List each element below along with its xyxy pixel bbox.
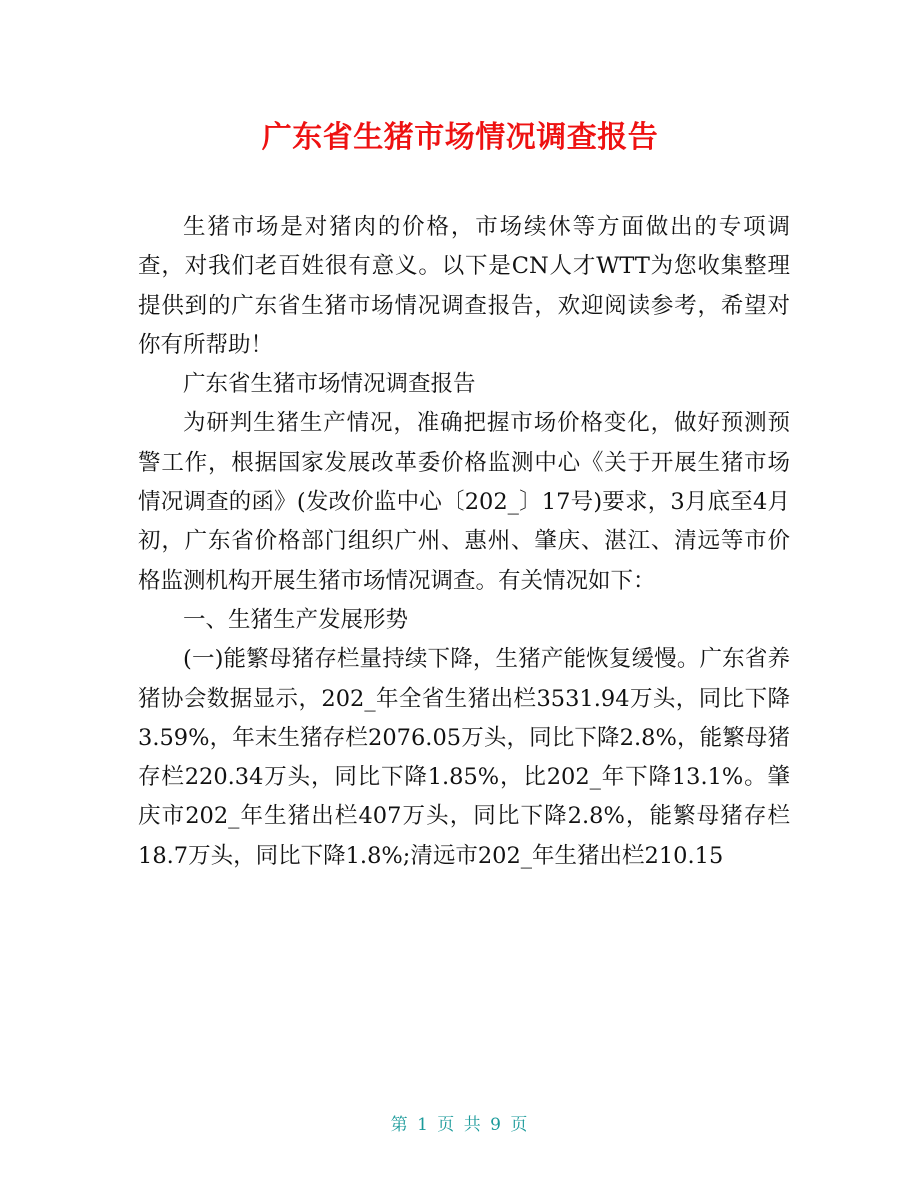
intro-paragraph: 生猪市场是对猪肉的价格，市场续休等方面做出的专项调查，对我们老百姓很有意义。以下是CN人才WTT为您收集整理提供到的广东省生猪市场情况调查报告，欢迎阅读参考，希望对你有所帮助！ xyxy=(138,214,790,358)
subtitle-paragraph: 广东省生猪市场情况调查报告 xyxy=(183,371,476,398)
document-body xyxy=(138,208,790,876)
background-paragraph: 为研判生猪生产情况，准确把握市场价格变化，做好预测预警工作，根据国家发展改革委价格监测中心《关于开展生猪市场情况调查的函》(发改价监中心〔202_〕17号)要求，3月底至4月初，广东省价格部门组织广州、惠州、肇庆、湛江、清远等市价格监测机构开展生猪市场情况调查。有关情况如下： xyxy=(138,410,790,594)
section-1-paragraph: (一)能繁母猪存栏量持续下降，生猪产能恢复缓慢。广东省养猪协会数据显示，202_年全省生猪出栏3531.94万头，同比下降3.59%，年末生猪存栏2076.05万头，同比下降2.8%，能繁母猪存栏220.34万头，同比下降1.85%，比202_年下降13.1%。肇庆市202_年生猪出栏407万头，同比下降2.8%，能繁母猪存栏18.7万头，同比下降1.8%;清远市202_年生猪出栏210.15 xyxy=(138,646,790,869)
page-number-label: 第 1 页 共 9 页 xyxy=(390,1115,530,1135)
page-footer xyxy=(0,1110,920,1135)
section-heading-1: 一、生猪生产发展形势 xyxy=(183,606,409,633)
document-title: 广东省生猪市场情况调查报告 xyxy=(261,120,659,155)
